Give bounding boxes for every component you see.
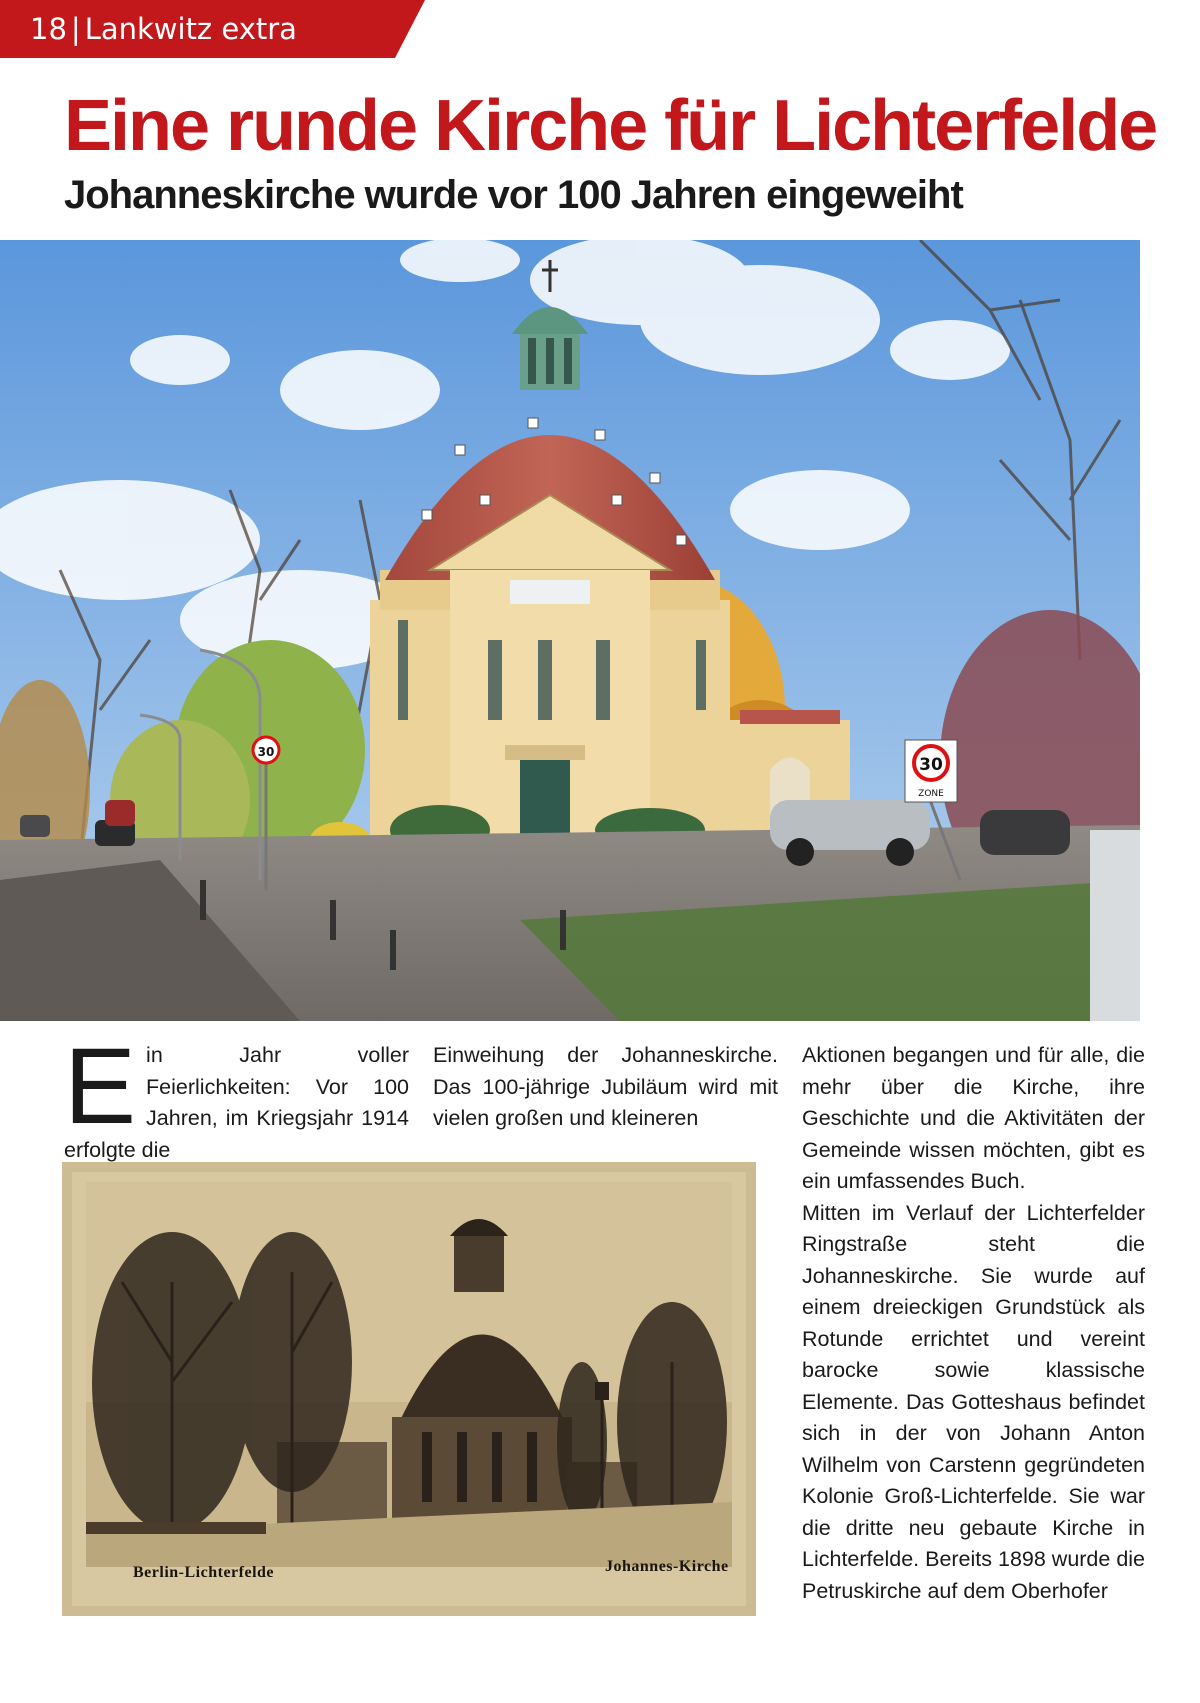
article-column-1 (64, 1025, 409, 1166)
article-column-2 (433, 1040, 778, 1135)
article-column-3 (802, 1040, 1145, 1607)
col1-text: in Jahr voller Feierlichkeiten: Vor 100 Jahren, im Kriegsjahr 1914 erfolgte die (64, 1043, 409, 1162)
speed-sign-zone: ZONE (918, 789, 944, 799)
section-name: Lankwitz extra (84, 12, 297, 46)
page-number: 18 (30, 12, 67, 46)
header-label (30, 12, 297, 46)
col2-text: Einweihung der Johanneskirche. Das 100-jährige Jubiläum wird mit vielen großen und kleineren (433, 1043, 778, 1130)
col3-paragraph-2: Mitten im Verlauf der Lichterfelder Ringstraße steht die Johanneskirche. Sie wurde auf einem dreieckigen Grundstück als Rotunde errichtet und vereint barocke sowie klassische Elemente. Das Gotteshaus befindet sich in der von Johann Anton Wilhelm von Carstenn gegründeten Kolonie Groß-Lichterfelde. Sie war die dritte neu gebaute Kirche in Lichterfelde. Bereits 1898 wurde die Petruskirche auf dem Oberhofer (802, 1200, 1146, 1603)
headline: Eine runde Kirche für Lichterfelde (64, 86, 1157, 166)
speed-sign-left: 30 (257, 745, 275, 759)
section-header-tab (0, 0, 425, 58)
drop-cap: E (64, 1025, 137, 1146)
subheadline: Johanneskirche wurde vor 100 Jahren eingeweiht (64, 173, 963, 217)
church-photo (0, 240, 1140, 1021)
postcard-caption-right: Johannes-Kirche (605, 1558, 729, 1575)
speed-sign-right: 30 (919, 755, 943, 775)
col3-paragraph-1: Aktionen begangen und für alle, die mehr über die Kirche, ihre Geschichte und die Aktivitäten der Gemeinde wissen möchten, gibt es ein umfassendes Buch. (802, 1043, 1145, 1193)
postcard-caption-left: Berlin-Lichterfelde (133, 1564, 275, 1581)
header-separator: | (70, 12, 81, 46)
historic-postcard (62, 1162, 756, 1616)
